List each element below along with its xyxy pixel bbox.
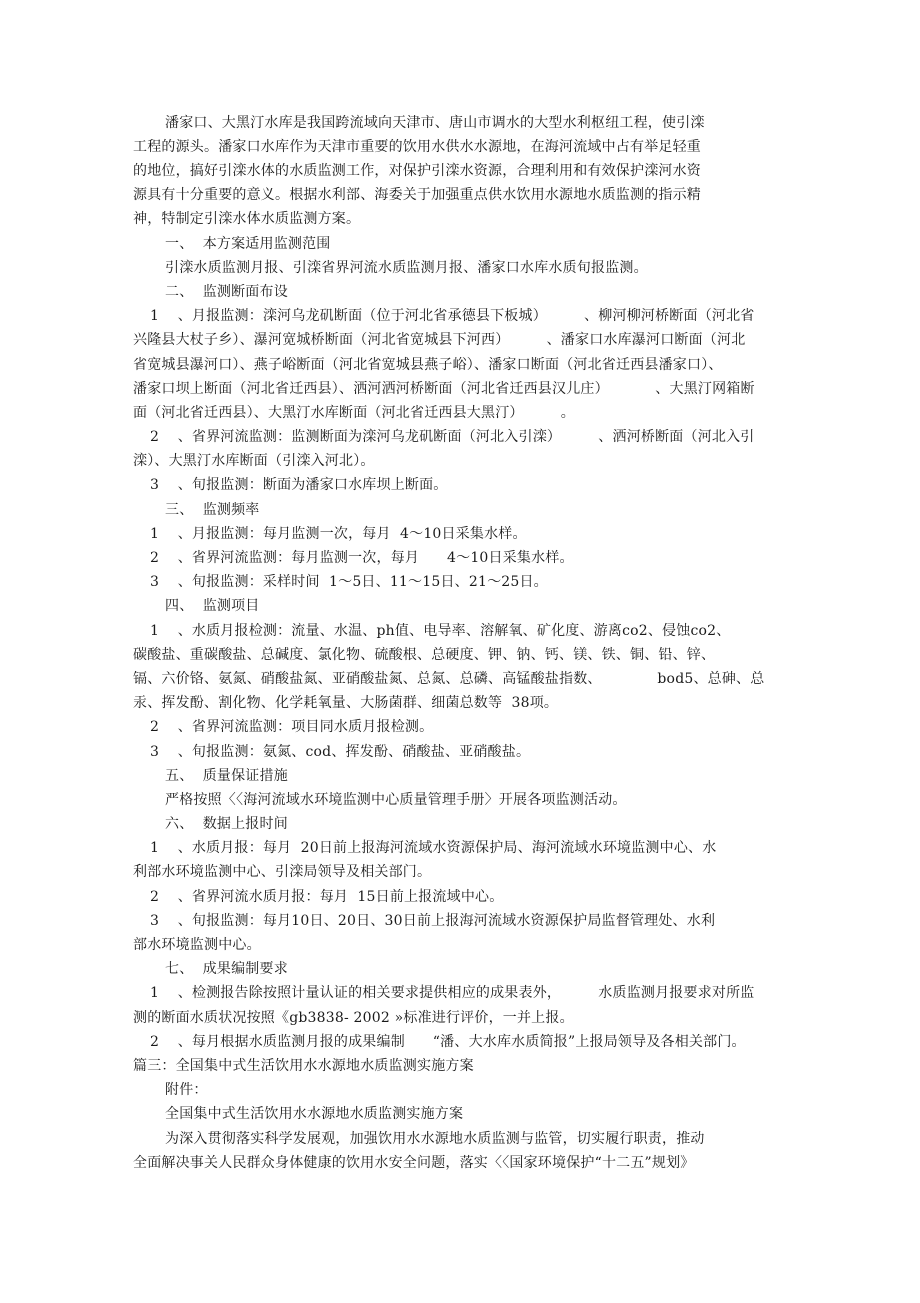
section-heading: 七、 成果编制要求 bbox=[165, 961, 288, 977]
text-line: 神，特制定引滦水体水质监测方案。 bbox=[133, 211, 361, 227]
section-heading: 一、 本方案适用监测范围 bbox=[165, 236, 331, 252]
text-line: 碳酸盐、重碳酸盐、总碱度、氯化物、硫酸根、总硬度、钾、钠、钙、镁、铁、铜、铅、锌、 bbox=[133, 647, 716, 663]
text-line: 3 、旬报监测：氨氮、cod、挥发酚、硝酸盐、亚硝酸盐。 bbox=[150, 744, 531, 760]
text-line: 2 、省界河流监测：项目同水质月报检测。 bbox=[150, 719, 434, 735]
text-line: 3 、旬报监测：采样时间 1～5日、11～15日、21～25日。 bbox=[150, 574, 548, 590]
section-heading: 二、 监测断面布设 bbox=[165, 284, 288, 300]
text-line: 3 、旬报监测：断面为潘家口水库坝上断面。 bbox=[150, 477, 448, 493]
text-line: 1 、月报监测：滦河乌龙矶断面（位于河北省承德县下板城） 、柳河柳河桥断面（河北省 bbox=[150, 308, 755, 324]
text-line: 1 、水质月报检测：流量、水温、ph值、电导率、溶解氧、矿化度、游离co2、侵蚀co2、 bbox=[150, 623, 731, 639]
text-line: 为深入贯彻落实科学发展观，加强饮用水水源地水质监测与监管，切实履行职责，推动 bbox=[165, 1131, 705, 1147]
text-line: 2 、省界河流监测：每月监测一次，每月 4～10日采集水样。 bbox=[150, 550, 574, 566]
text-line: 1 、水质月报：每月 20日前上报海河流域水资源保护局、海河流域水环境监测中心、水 bbox=[150, 840, 717, 856]
text-line: 潘家口坝上断面（河北省迁西县）、洒河洒河桥断面（河北省迁西县汉儿庄） 、大黑汀网箱断 bbox=[133, 381, 755, 397]
chapter-heading: 篇三：全国集中式生活饮用水水源地水质监测实施方案 bbox=[133, 1058, 474, 1074]
text-line: 2 、省界河流监测：监测断面为滦河乌龙矶断面（河北入引滦） 、洒河桥断面（河北入引 bbox=[150, 429, 755, 445]
text-line: 省宽城县瀑河口）、燕子峪断面（河北省宽城县燕子峪）、潘家口断面（河北省迁西县潘家口）、 bbox=[133, 357, 723, 373]
text-line: 面（河北省迁西县）、大黑汀水库断面（河北省迁西县大黑汀） 。 bbox=[133, 405, 575, 421]
section-heading: 四、 监测项目 bbox=[165, 598, 260, 614]
section-heading: 五、 质量保证措施 bbox=[165, 768, 288, 784]
text-line: 潘家口、大黑汀水库是我国跨流域向天津市、唐山市调水的大型水利枢纽工程，使引滦 bbox=[165, 115, 705, 131]
text-line: 兴隆县大杖子乡）、瀑河宽城桥断面（河北省宽城县下河西） 、潘家口水库瀑河口断面（河北 bbox=[133, 332, 746, 348]
text-line: 源具有十分重要的意义。根据水利部、海委关于加强重点供水饮用水源地水质监测的指示精 bbox=[133, 187, 701, 203]
text-line: 测的断面水质状况按照《gb3838- 2002 »标准进行评价，一并上报。 bbox=[133, 1010, 574, 1026]
text-line: 3 、旬报监测：每月10日、20日、30日前上报海河流域水资源保护局监督管理处、水利 bbox=[150, 913, 716, 929]
text-line: 部水环境监测中心。 bbox=[133, 937, 261, 953]
text-line: 全面解决事关人民群众身体健康的饮用水安全问题，落实〈〈国家环境保护“十二五”规划》 bbox=[133, 1155, 695, 1171]
text-line: 工程的源头。潘家口水库作为天津市重要的饮用水供水水源地，在海河流域中占有举足轻重 bbox=[133, 139, 701, 155]
section-heading: 六、 数据上报时间 bbox=[165, 816, 288, 832]
text-line: 附件： bbox=[165, 1082, 208, 1098]
text-line: 2 、省界河流水质月报：每月 15日前上报流域中心。 bbox=[150, 889, 504, 905]
text-line: 汞、挥发酚、割化物、化学耗氧量、大肠菌群、细菌总数等 38项。 bbox=[133, 695, 559, 711]
text-line: 2 、每月根据水质监测月报的成果编制 “潘、大水库水质简报”上报局领导及各相关部门。 bbox=[150, 1034, 746, 1050]
text-line: 的地位，搞好引滦水体的水质监测工作，对保护引滦水资源，合理利用和有效保护滦河水资 bbox=[133, 163, 701, 179]
text-line: 引滦水质监测月报、引滦省界河流水质监测月报、潘家口水库水质旬报监测。 bbox=[165, 260, 648, 276]
text-line: 利部水环境监测中心、引滦局领导及相关部门。 bbox=[133, 864, 432, 880]
text-line: 滦）、大黑汀水库断面（引滦入河北）。 bbox=[133, 453, 375, 469]
section-heading: 三、 监测频率 bbox=[165, 502, 260, 518]
text-line: 1 、月报监测：每月监测一次，每月 4～10日采集水样。 bbox=[150, 526, 527, 542]
text-line: 严格按照〈〈海河流域水环境监测中心质量管理手册〉开展各项监测活动。 bbox=[165, 792, 627, 808]
document-title: 全国集中式生活饮用水水源地水质监测实施方案 bbox=[165, 1106, 464, 1122]
text-line: 1 、检测报告除按照计量认证的相关要求提供相应的成果表外， 水质监测月报要求对所监 bbox=[150, 985, 755, 1001]
text-line: 镉、六价铬、氨氮、硝酸盐氮、亚硝酸盐氮、总氮、总磷、高锰酸盐指数、 bod5、总砷、总 bbox=[133, 671, 765, 687]
